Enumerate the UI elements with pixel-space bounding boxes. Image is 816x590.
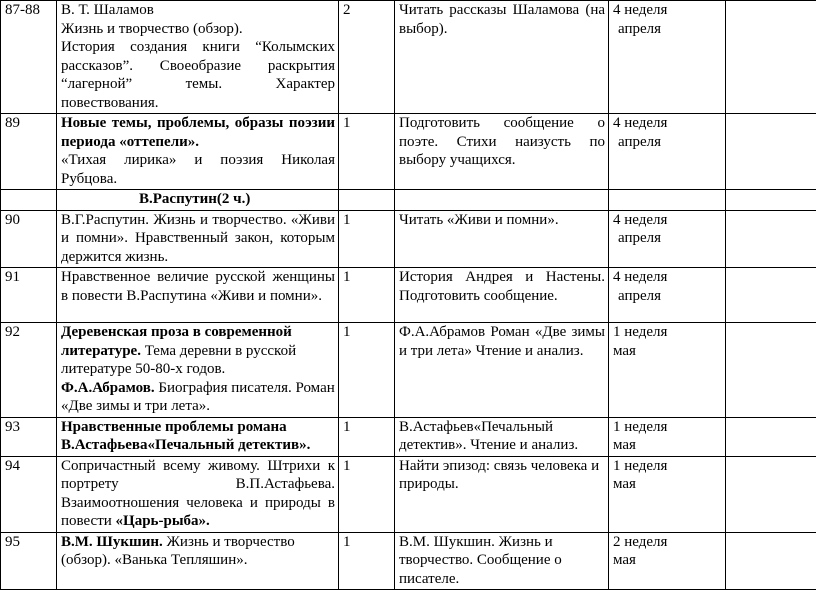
empty-cell (726, 268, 816, 323)
lesson-hours: 1 (339, 114, 395, 190)
empty-cell (1, 190, 57, 211)
date-month: апреля (613, 230, 661, 246)
date-month: мая (613, 437, 636, 453)
topic-heading: Деревенская проза в современной литературе. (61, 324, 292, 359)
lesson-hours: 1 (339, 532, 395, 590)
lesson-topic (57, 114, 339, 190)
empty-cell (726, 456, 816, 532)
date-month: апреля (613, 21, 661, 37)
empty-cell (609, 190, 726, 211)
topic-line: Сопричастный всему живому. Штрихи к портрету В.П.Астафьева. Взаимоотношения человека и природы в повести (61, 458, 335, 530)
empty-cell (726, 417, 816, 456)
date-week: 2 неделя (613, 534, 667, 550)
section-row (1, 190, 816, 211)
date-week: 1 неделя (613, 419, 667, 435)
empty-cell (726, 532, 816, 590)
homework: Читать рассказы Шаламова (на выбор). (395, 1, 609, 114)
lesson-number: 95 (1, 532, 57, 590)
empty-cell (726, 210, 816, 268)
lesson-date (609, 268, 726, 323)
lesson-number: 87-88 (1, 1, 57, 114)
lesson-date (609, 1, 726, 114)
empty-cell (395, 190, 609, 211)
lesson-date (609, 532, 726, 590)
topic-line: Тема деревни в русской литературе 50-80-х годов. (61, 343, 296, 378)
empty-cell (726, 190, 816, 211)
topic-line: Жизнь и творчество (обзор). «Ванька Тепляшин». (61, 534, 295, 569)
topic-line: Жизнь и творчество (обзор). (61, 20, 335, 39)
date-week: 4 неделя (613, 2, 667, 18)
empty-cell (726, 323, 816, 418)
date-week: 4 неделя (613, 212, 667, 228)
lesson-topic: Нравственное величие русской женщины в повести В.Распутина «Живи и помни». (57, 268, 339, 323)
date-month: апреля (613, 134, 661, 150)
date-month: мая (613, 552, 636, 568)
topic-line: «Тихая лирика» и поэзия Николая Рубцова. (61, 151, 335, 188)
topic-heading: Ф.А.Абрамов. (61, 380, 155, 396)
lesson-topic: В.Г.Распутин. Жизнь и творчество. «Живи и помни». Нравственный закон, которым держится жизнь. (57, 210, 339, 268)
homework: История Андрея и Настены. Подготовить сообщение. (395, 268, 609, 323)
table-row (1, 532, 816, 590)
lesson-date (609, 456, 726, 532)
date-week: 1 неделя (613, 458, 667, 474)
lesson-number: 93 (1, 417, 57, 456)
topic-heading: «Царь-рыба». (116, 513, 210, 529)
lesson-date (609, 210, 726, 268)
lesson-number: 94 (1, 456, 57, 532)
section-cell (57, 190, 339, 211)
lesson-number: 91 (1, 268, 57, 323)
lesson-topic (57, 1, 339, 114)
homework: Найти эпизод: связь человека и природы. (395, 456, 609, 532)
homework: Подготовить сообщение о поэте. Стихи наизусть по выбору учащихся. (395, 114, 609, 190)
topic-heading: Новые темы, проблемы, образы поэзии периода «оттепели». (61, 114, 335, 151)
date-month: мая (613, 476, 636, 492)
topic-line: Биография писателя. Роман «Две зимы и три лета». (61, 380, 335, 415)
date-week: 4 неделя (613, 269, 667, 285)
date-month: мая (613, 343, 636, 359)
table-row (1, 1, 816, 114)
empty-cell (726, 114, 816, 190)
date-week: 1 неделя (613, 324, 667, 340)
lesson-topic (57, 456, 339, 532)
lesson-date (609, 114, 726, 190)
topic-line: История создания книги “Колымских рассказов”. Своеобразие раскрытия “лагерной” темы. Характер повествования. (61, 38, 335, 112)
lesson-date (609, 323, 726, 418)
date-week: 4 неделя (613, 115, 667, 131)
homework: Ф.А.Абрамов Роман «Две зимы и три лета» Чтение и анализ. (395, 323, 609, 418)
lesson-hours: 1 (339, 323, 395, 418)
empty-cell (726, 1, 816, 114)
lesson-number: 89 (1, 114, 57, 190)
table-row (1, 210, 816, 268)
lesson-hours: 1 (339, 456, 395, 532)
lesson-hours: 1 (339, 210, 395, 268)
lesson-date (609, 417, 726, 456)
table-row (1, 456, 816, 532)
homework: В.М. Шукшин. Жизнь и творчество. Сообщение о писателе. (395, 532, 609, 590)
topic-heading: В.М. Шукшин. (61, 534, 163, 550)
lesson-topic: Нравственные проблемы романа В.Астафьева«Печальный детектив». (57, 417, 339, 456)
lesson-number: 90 (1, 210, 57, 268)
topic-line: В. Т. Шаламов (61, 1, 335, 20)
homework: В.Астафьев«Печальный детектив». Чтение и анализ. (395, 417, 609, 456)
table-row (1, 114, 816, 190)
lesson-topic (57, 323, 339, 418)
table-row (1, 268, 816, 323)
table-row (1, 323, 816, 418)
empty-cell (339, 190, 395, 211)
date-month: апреля (613, 288, 661, 304)
homework: Читать «Живи и помни». (395, 210, 609, 268)
lesson-hours: 1 (339, 417, 395, 456)
lesson-hours: 2 (339, 1, 395, 114)
lesson-number: 92 (1, 323, 57, 418)
lesson-hours: 1 (339, 268, 395, 323)
table-row (1, 417, 816, 456)
section-title: В.Распутин(2 ч.) (61, 191, 250, 207)
lesson-topic (57, 532, 339, 590)
